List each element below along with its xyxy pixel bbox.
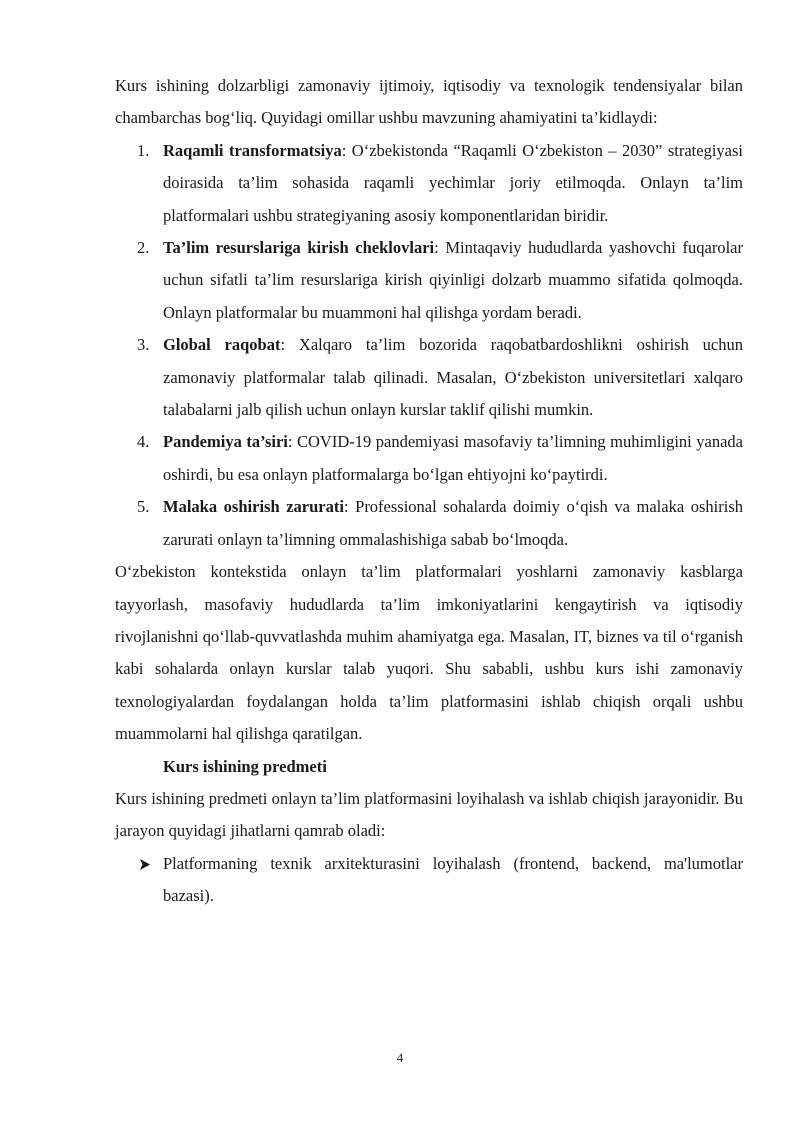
arrow-bullet-icon xyxy=(139,858,151,871)
list-item xyxy=(115,426,743,491)
context-paragraph: O‘zbekiston kontekstida onlayn ta’lim platformalari yoshlarni zamonaviy kasblarga tayyorlash, masofaviy hududlarda ta’lim imkoniyatlarini kengaytirish va iqtisodiy rivojlanishni qo‘llab-quvvatlashda muhim ahamiyatga ega. Masalan, IT, biznes va til o‘rganish kabi sohalarda onlayn kurslar talab yuqori. Shu sababli, ushbu kurs ishi zamonaviy texnologiyalardan foydalangan holda ta’lim platformasini ishlab chiqish orqali ushbu muammolarni hal qilishga qaratilgan. xyxy=(115,562,743,744)
subject-bullet-list xyxy=(115,848,743,913)
list-item-title: Global raqobat xyxy=(163,335,281,355)
factors-list xyxy=(115,135,743,556)
document-page xyxy=(115,70,743,913)
section-heading: Kurs ishining predmeti xyxy=(163,756,327,776)
list-item-title: Raqamli transformatsiya xyxy=(163,140,342,160)
list-item-text: : O‘zbekistonda “Raqamli O‘zbekiston – 2030” strategiyasi doirasida ta’lim sohasida raqamli yechimlar joriy etilmoqda. Onlayn ta’lim platformalari ushbu strategiyaning asosiy komponentlaridan biridir. xyxy=(163,140,743,225)
list-item-number: 2. xyxy=(137,238,150,258)
list-item-text: : COVID-19 pandemiyasi masofaviy ta’limning muhimligini yanada oshirdi, bu esa onlayn platformalarga bo‘lgan ehtiyojni ko‘paytirdi. xyxy=(163,432,743,484)
bullet-item-text: Platformaning texnik arxitekturasini loyihalash (frontend, backend, ma'lumotlar bazasi). xyxy=(163,853,743,906)
list-item xyxy=(115,135,743,232)
list-item xyxy=(115,329,743,426)
list-item-text: : Xalqaro ta’lim bozorida raqobatbardoshlikni oshirish uchun zamonaviy platformalar talab qilinadi. Masalan, O‘zbekiston universitetlari xalqaro talabalarni jalb qilish uchun onlayn kurslar taklif qilishi mumkin. xyxy=(163,335,744,420)
list-item-title: Ta’lim resurslariga kirish cheklovlari xyxy=(163,238,435,258)
list-item-text: : Mintaqaviy hududlarda yashovchi fuqarolar uchun sifatli ta’lim resurslariga kirish qiyinligi dolzarb muammo sifatida qolmoqda. Onlayn platformalar bu muammoni hal qilishga yordam beradi. xyxy=(163,238,743,322)
subject-paragraph: Kurs ishining predmeti onlayn ta’lim platformasini loyihalash va ishlab chiqish jarayonidir. Bu jarayon quyidagi jihatlarni qamrab oladi: xyxy=(115,788,743,841)
bullet-item xyxy=(115,848,743,913)
list-item xyxy=(115,232,743,329)
page-number: 4 xyxy=(396,1050,404,1065)
list-item-title: Pandemiya ta’siri xyxy=(163,432,288,452)
list-item-title: Malaka oshirish zarurati xyxy=(163,497,344,517)
intro-paragraph: Kurs ishining dolzarbligi zamonaviy ijtimoiy, iqtisodiy va texnologik tendensiyalar bilan chambarchas bog‘liq. Quyidagi omillar ushbu mavzuning ahamiyatini ta’kidlaydi: xyxy=(115,76,743,128)
list-item-number: 5. xyxy=(137,497,150,517)
list-item-number: 3. xyxy=(137,335,150,355)
list-item-text: : Professional sohalarda doimiy o‘qish va malaka oshirish zarurati onlayn ta’limning ommalashishiga sabab bo‘lmoqda. xyxy=(163,497,743,549)
list-item xyxy=(115,491,743,556)
list-item-number: 4. xyxy=(137,432,150,452)
list-item-number: 1. xyxy=(137,140,150,160)
